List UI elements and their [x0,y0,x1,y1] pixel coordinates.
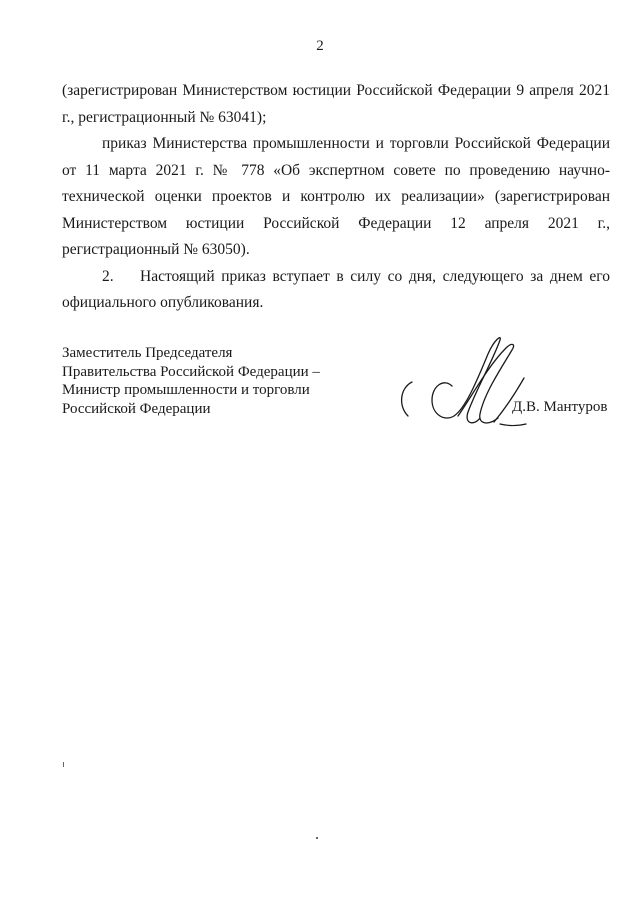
paragraph-order-778: приказ Министерства промышленности и торговли Российской Федерации от 11 марта 2021 г. № 778 «Об экспертном совете по проведению научно-технической оценки проектов и контролю их реализации» (зарегистрирован Министерством юстиции Российской Федерации 12 апреля 2021 г., регистрационный № 63050). [62,135,610,258]
signer-name: Д.В. Мантуров [512,399,608,415]
paragraph-registration-63041: (зарегистрирован Министерством юстиции Российской Федерации 9 апреля 2021 г., регистрационный № 63041); [62,82,610,126]
item-text: Настоящий приказ вступает в силу со дня, следующего за днем его официального опубликования. [62,267,610,311]
signatory-position [62,344,320,418]
paragraph-item-2 [62,264,610,317]
page-number: 2 [316,38,324,54]
position-line: Российской Федерации [62,400,211,417]
document-body [62,78,610,317]
position-line: Министр промышленности и торговли [62,382,310,398]
scan-speck [316,837,318,839]
position-line: Заместитель Председателя [62,345,233,361]
position-line: Правительства Российской Федерации – [62,363,320,380]
item-number: 2. [102,267,114,285]
scan-speck [63,762,64,767]
